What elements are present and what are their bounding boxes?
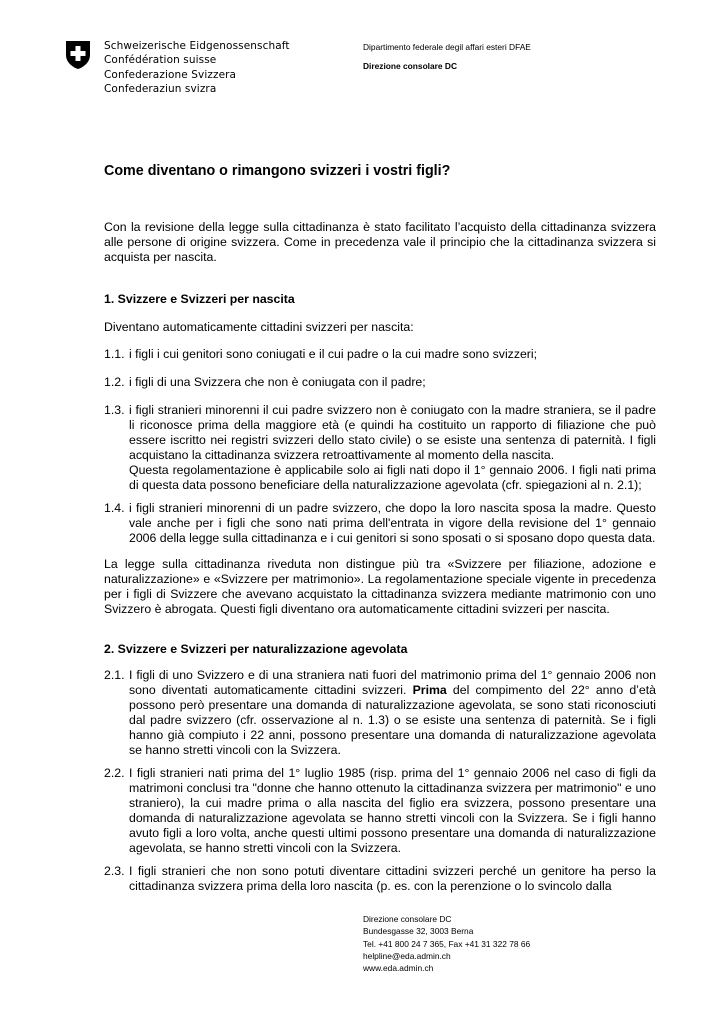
item-number: 2.2. <box>104 766 125 780</box>
confederation-name-rm: Confederaziun svizra <box>104 82 217 95</box>
directorate-name: Direzione consolare DC <box>363 61 458 71</box>
section2-heading: 2. Svizzere e Svizzeri per naturalizzazione agevolata <box>104 642 408 656</box>
swiss-coat-of-arms-icon <box>65 40 91 70</box>
list-item <box>104 375 656 390</box>
intro-text: Con la revisione della legge sulla cittadinanza è stato facilitato l’acquisto della cittadinanza svizzera alle persone di origine svizzera. Come in precedenza vale il principio che la cittadinanza svizzera si acquista per nascita. <box>104 220 656 264</box>
list-item <box>104 501 656 546</box>
item-text-part2: del compimento del 22° anno d’età possono però presentare una domanda di naturalizzazione agevolata, se sono stati riconosciuti dal padre svizzero (cfr. osservazione al n. 1.3) o se esiste una sentenza di paternità. Se i figli hanno già compiuto i 22 anni, possono presentare una domanda di naturalizzazione agevolata se hanno stretti vincoli con la Svizzera. <box>129 683 656 757</box>
item-number: 1.2. <box>104 375 125 389</box>
footer-website: www.eda.admin.ch <box>363 963 434 974</box>
page-title: Come diventano o rimangono svizzeri i vostri figli? <box>104 163 451 179</box>
department-name: Dipartimento federale degil affari esteri DFAE <box>363 42 531 52</box>
confederation-names <box>104 39 290 96</box>
item-text: i figli di una Svizzera che non è coniugata con il padre; <box>129 375 426 389</box>
confederation-name-de: Schweizerische Eidgenossenschaft <box>104 40 290 52</box>
list-item <box>104 347 656 362</box>
item-text: I figli stranieri che non sono potuti diventare cittadini svizzeri perché un genitore ha perso la cittadinanza svizzera prima della loro nascita (p. es. con la perenzione o lo svincolo dalla <box>129 864 656 893</box>
item-text-bold: Prima <box>412 683 447 697</box>
item-text: I figli stranieri nati prima del 1° luglio 1985 (risp. prima del 1° gennaio 2006 nel caso di figli da matrimoni conclusi tra "donne che hanno ottenuto la cittadinanza svizzera per matrimonio" e uno straniero), la cui madre prima o alla nascita del figlio era svizzera, possono presentare una domanda di naturalizzazione agevolata se hanno stretti vincoli con la Svizzera. Se i figli hanno avuto figli a loro volta, anche questi ultimi possono presentare una domanda di naturalizzazione agevolata, se hanno stretti vincoli con la Svizzera. <box>129 766 656 855</box>
item-text-part1: I figli di uno Svizzero e di una straniera nati fuori del matrimonio prima del 1° gennaio 2006 non sono diventati automaticamente cittadini svizzeri. <box>129 668 656 697</box>
item-text: i figli stranieri minorenni di un padre svizzero, che dopo la loro nascita sposa la madre. Questo vale anche per i figli che sono nati prima dell'entrata in vigore della revisione del 1° gennaio 2006 della legge sulla cittadinanza e i cui genitori si sono sposati o si sposano dopo questa data. <box>129 501 656 545</box>
item-text <box>129 403 656 493</box>
list-item <box>104 864 656 894</box>
footer-address: Bundesgasse 32, 3003 Berna <box>363 926 474 937</box>
section1-closing: La legge sulla cittadinanza riveduta non distingue più tra «Svizzere per filiazione, adozione e naturalizzazione» e «Svizzere per matrimonio». La regolamentazione speciale vigente in precedenza per i figli di Svizzere che avevano acquistato la cittadinanza svizzera mediante matrimonio con uno Svizzero è abrogata. Questi figli diventano ora automaticamente cittadini svizzeri per nascita. <box>104 557 656 616</box>
list-item <box>104 668 656 758</box>
intro-paragraph <box>104 220 656 265</box>
item-number: 1.3. <box>104 403 125 417</box>
footer-contact <box>363 913 530 974</box>
footer-directorate: Direzione consolare DC <box>363 914 452 924</box>
footer-email: helpline@eda.admin.ch <box>363 950 451 961</box>
item-text-part2: Questa regolamentazione è applicabile solo ai figli nati dopo il 1° gennaio 2006. I figli nati prima di questa data possono beneficiare della naturalizzazione agevolata (cfr. spiegazioni al n. 2.1); <box>129 463 656 492</box>
footer-phone-fax: Tel. +41 800 24 7 365, Fax +41 31 322 78 66 <box>363 938 531 949</box>
item-text <box>129 668 656 758</box>
item-number: 1.4. <box>104 501 125 515</box>
section1-lead: Diventano automaticamente cittadini svizzeri per nascita: <box>104 320 414 334</box>
item-number: 2.1. <box>104 668 125 682</box>
confederation-name-it: Confederazione Svizzera <box>104 68 237 81</box>
item-number: 1.1. <box>104 347 125 361</box>
item-text: i figli i cui genitori sono coniugati e il cui padre o la cui madre sono svizzeri; <box>129 347 538 361</box>
section1-heading: 1. Svizzere e Svizzeri per nascita <box>104 292 295 306</box>
list-item <box>104 766 656 856</box>
item-text-part1: i figli stranieri minorenni il cui padre svizzero non è coniugato con la madre straniera, se il padre li riconosce prima della maggiore età (e quindi ha costituito un rapporto di filiazione che può essere iscritto nei registri svizzeri dello stato civile) o se esiste una sentenza di paternità. I figli acquistano la cittadinanza svizzera retroattivamente al momento della nascita. <box>129 403 656 462</box>
item-number: 2.3. <box>104 864 125 878</box>
list-item <box>104 403 656 493</box>
confederation-name-fr: Confédération suisse <box>104 54 217 67</box>
